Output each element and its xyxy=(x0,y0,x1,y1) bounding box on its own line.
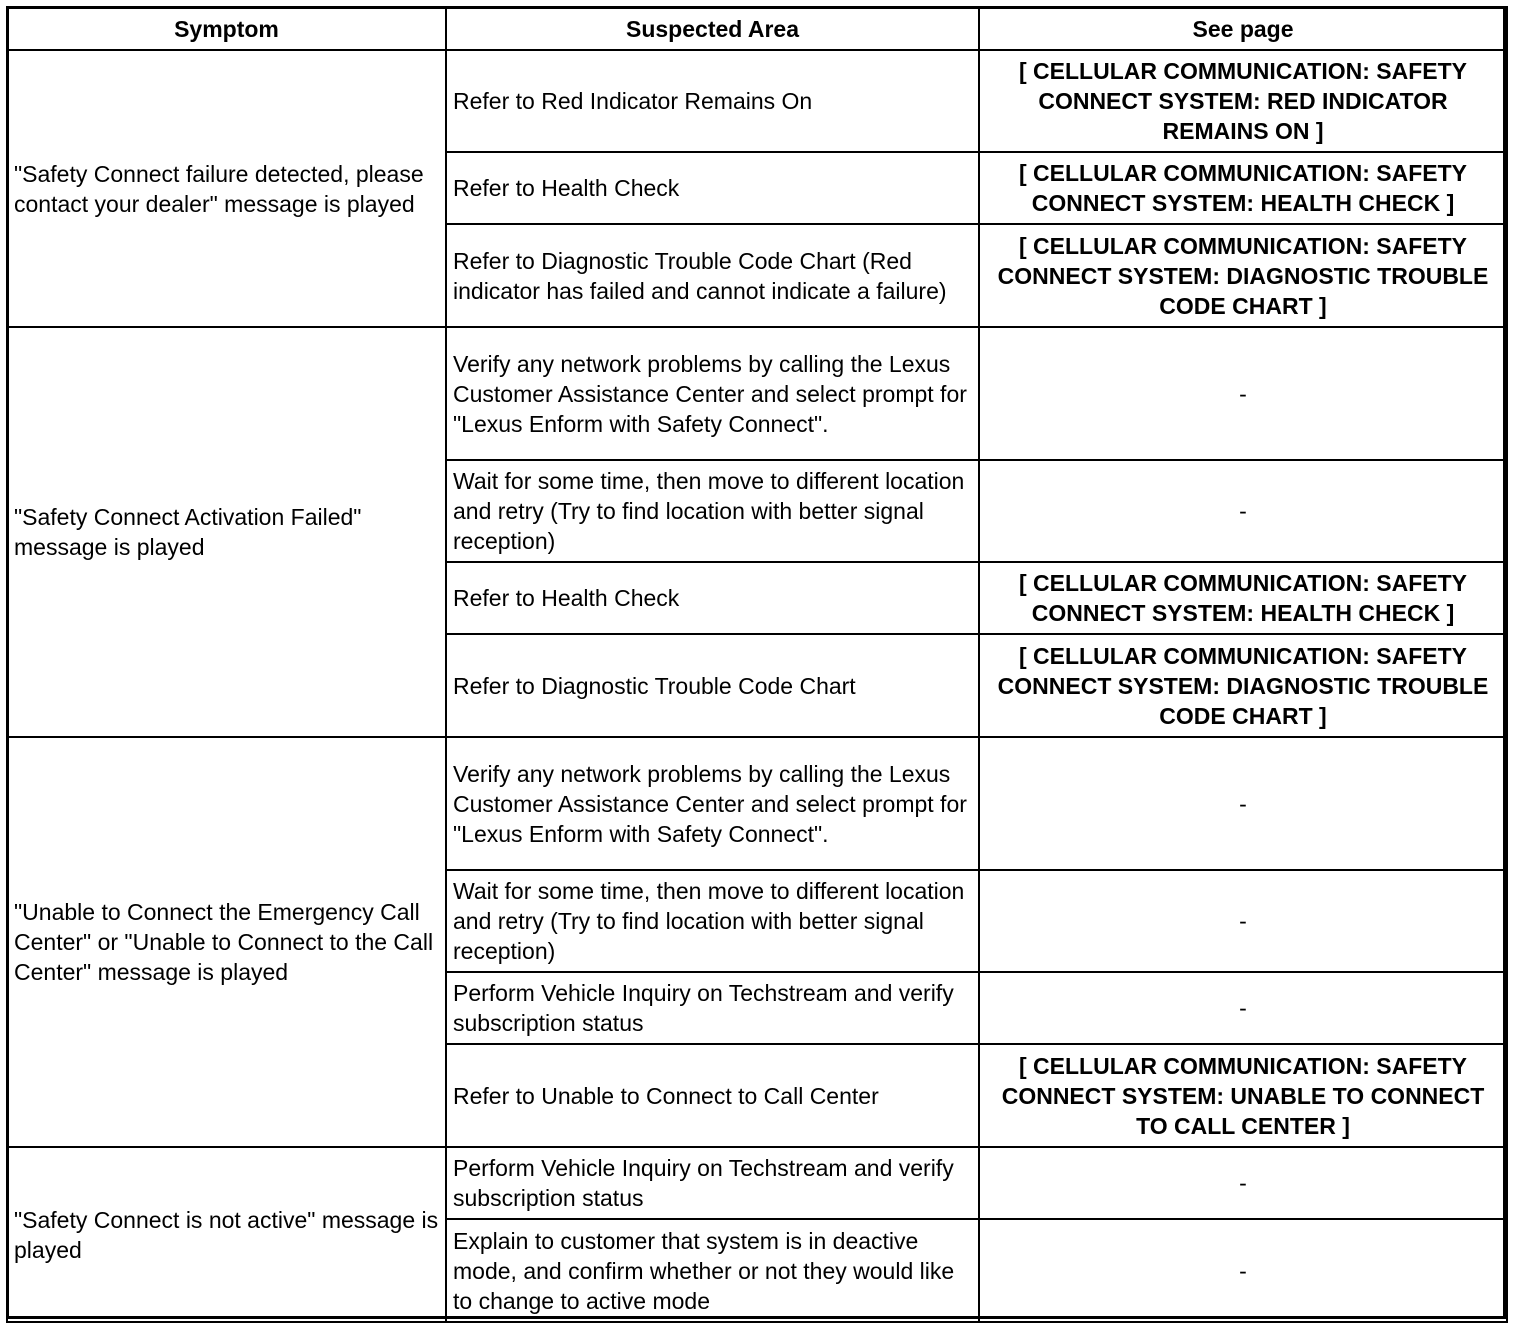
see-page-cell: - xyxy=(979,1147,1507,1219)
suspected-area-cell: Refer to Red Indicator Remains On xyxy=(446,50,979,152)
suspected-area-cell: Refer to Health Check xyxy=(446,562,979,634)
see-page-cell: - xyxy=(979,1219,1507,1322)
suspected-area-cell: Refer to Unable to Connect to Call Center xyxy=(446,1044,979,1147)
header-suspected-area: Suspected Area xyxy=(446,7,979,50)
symptom-cell: "Safety Connect failure detected, please contact your dealer" message is played xyxy=(7,50,446,327)
see-page-cell: - xyxy=(979,327,1507,460)
header-see-page: See page xyxy=(979,7,1507,50)
see-page-link[interactable]: [ CELLULAR COMMUNICATION: SAFETY CONNECT SYSTEM: RED INDICATOR REMAINS ON ] xyxy=(979,50,1507,152)
symptom-cell: "Unable to Connect the Emergency Call Center" or "Unable to Connect to the Call Center" message is played xyxy=(7,737,446,1147)
see-page-cell: - xyxy=(979,972,1507,1044)
suspected-area-cell: Verify any network problems by calling the Lexus Customer Assistance Center and select prompt for "Lexus Enform with Safety Connect". xyxy=(446,737,979,870)
header-symptom: Symptom xyxy=(7,7,446,50)
symptom-cell: "Safety Connect is not active" message is played xyxy=(7,1147,446,1322)
suspected-area-cell: Wait for some time, then move to different location and retry (Try to find location with better signal reception) xyxy=(446,870,979,972)
suspected-area-cell: Refer to Diagnostic Trouble Code Chart xyxy=(446,634,979,737)
see-page-cell: - xyxy=(979,870,1507,972)
suspected-area-cell: Verify any network problems by calling the Lexus Customer Assistance Center and select prompt for "Lexus Enform with Safety Connect". xyxy=(446,327,979,460)
suspected-area-cell: Refer to Health Check xyxy=(446,152,979,224)
suspected-area-cell: Explain to customer that system is in deactive mode, and confirm whether or not they would like to change to active mode xyxy=(446,1219,979,1322)
suspected-area-cell: Refer to Diagnostic Trouble Code Chart (Red indicator has failed and cannot indicate a failure) xyxy=(446,224,979,327)
suspected-area-cell: Wait for some time, then move to different location and retry (Try to find location with better signal reception) xyxy=(446,460,979,562)
see-page-cell: - xyxy=(979,460,1507,562)
see-page-link[interactable]: [ CELLULAR COMMUNICATION: SAFETY CONNECT SYSTEM: HEALTH CHECK ] xyxy=(979,562,1507,634)
suspected-area-cell: Perform Vehicle Inquiry on Techstream and verify subscription status xyxy=(446,972,979,1044)
see-page-link[interactable]: [ CELLULAR COMMUNICATION: SAFETY CONNECT SYSTEM: DIAGNOSTIC TROUBLE CODE CHART ] xyxy=(979,224,1507,327)
see-page-link[interactable]: [ CELLULAR COMMUNICATION: SAFETY CONNECT SYSTEM: UNABLE TO CONNECT TO CALL CENTER ] xyxy=(979,1044,1507,1147)
symptom-cell: "Safety Connect Activation Failed" message is played xyxy=(7,327,446,737)
see-page-cell: - xyxy=(979,737,1507,870)
see-page-link[interactable]: [ CELLULAR COMMUNICATION: SAFETY CONNECT SYSTEM: DIAGNOSTIC TROUBLE CODE CHART ] xyxy=(979,634,1507,737)
see-page-link[interactable]: [ CELLULAR COMMUNICATION: SAFETY CONNECT SYSTEM: HEALTH CHECK ] xyxy=(979,152,1507,224)
table-outer-border xyxy=(6,6,1506,1319)
suspected-area-cell: Perform Vehicle Inquiry on Techstream and verify subscription status xyxy=(446,1147,979,1219)
